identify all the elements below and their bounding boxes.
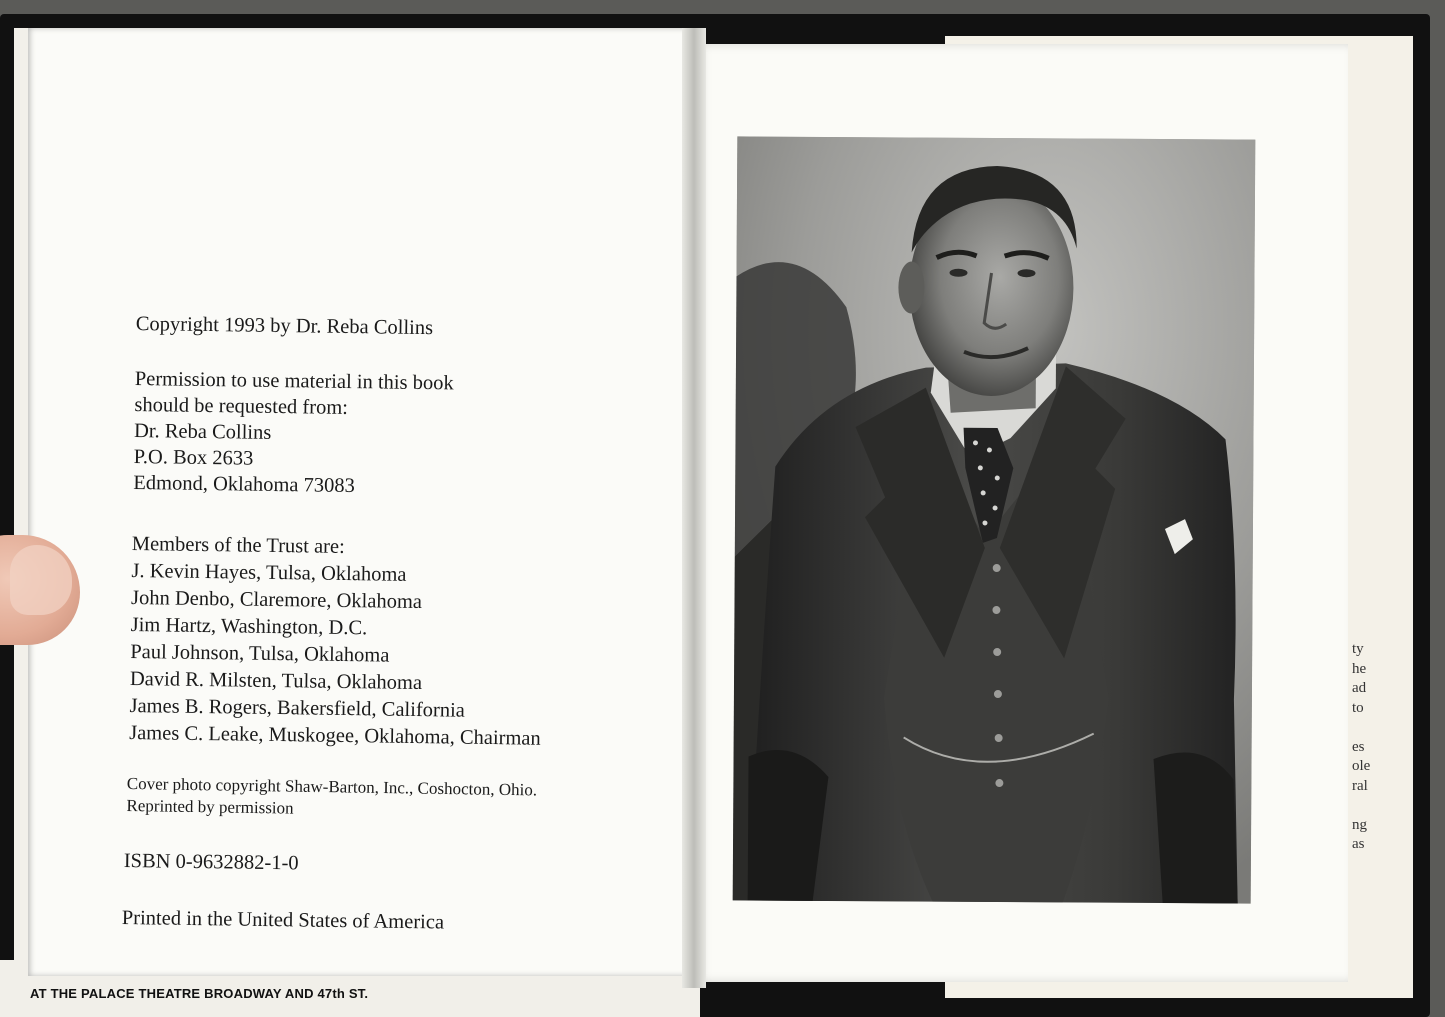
flap-fragment <box>1352 796 1392 816</box>
jacket-strip-text: AT THE PALACE THEATRE BROADWAY AND 47th ST. <box>30 986 369 1001</box>
permission-line: P.O. Box 2633 <box>133 445 254 470</box>
permission-line: Dr. Reba Collins <box>133 419 272 444</box>
flap-fragment: ole <box>1352 758 1371 774</box>
trust-member: Jim Hartz, Washington, D.C. <box>130 613 368 640</box>
flap-fragment: es <box>1352 738 1365 755</box>
thumbnail <box>10 545 72 615</box>
trust-member: James B. Rogers, Bakersfield, California <box>129 694 466 722</box>
copyright-line: Copyright 1993 by Dr. Reba Collins <box>135 312 434 340</box>
trust-heading: Members of the Trust are: <box>131 532 345 558</box>
book-gutter <box>682 28 706 988</box>
permission-line: Edmond, Oklahoma 73083 <box>133 471 355 498</box>
flap-fragment: ty <box>1352 641 1364 657</box>
flap-fragment: as <box>1352 836 1365 852</box>
trust-member: David R. Milsten, Tulsa, Oklahoma <box>129 667 423 695</box>
permission-line: should be requested from: <box>134 393 349 419</box>
permission-line: Permission to use material in this book <box>134 367 454 395</box>
trust-member: Paul Johnson, Tulsa, Oklahoma <box>130 640 390 667</box>
flap-fragment: ral <box>1352 777 1368 794</box>
trust-member: James C. Leake, Muskogee, Oklahoma, Chairman <box>129 721 541 750</box>
flap-fragment: he <box>1352 660 1367 677</box>
flap-fragment: to <box>1352 699 1364 716</box>
flap-fragment: ng <box>1352 816 1367 833</box>
permission-block <box>133 366 454 500</box>
isbn: ISBN 0-9632882-1-0 <box>123 849 299 875</box>
left-page <box>28 28 688 976</box>
flap-fragment: ad <box>1352 680 1367 696</box>
trust-member: John Denbo, Claremore, Oklahoma <box>130 586 423 614</box>
portrait-illustration <box>733 136 1256 903</box>
flap-text-fragments <box>1352 640 1392 855</box>
portrait-photo <box>733 136 1256 903</box>
trust-members-block <box>129 531 544 753</box>
trust-member: J. Kevin Hayes, Tulsa, Oklahoma <box>131 559 407 586</box>
printed-in: Printed in the United States of America <box>121 906 445 934</box>
flap-fragment <box>1352 718 1392 738</box>
cover-photo-credit: Cover photo copyright Shaw-Barton, Inc., Coshocton, Ohio. Reprinted by permission <box>126 773 538 818</box>
